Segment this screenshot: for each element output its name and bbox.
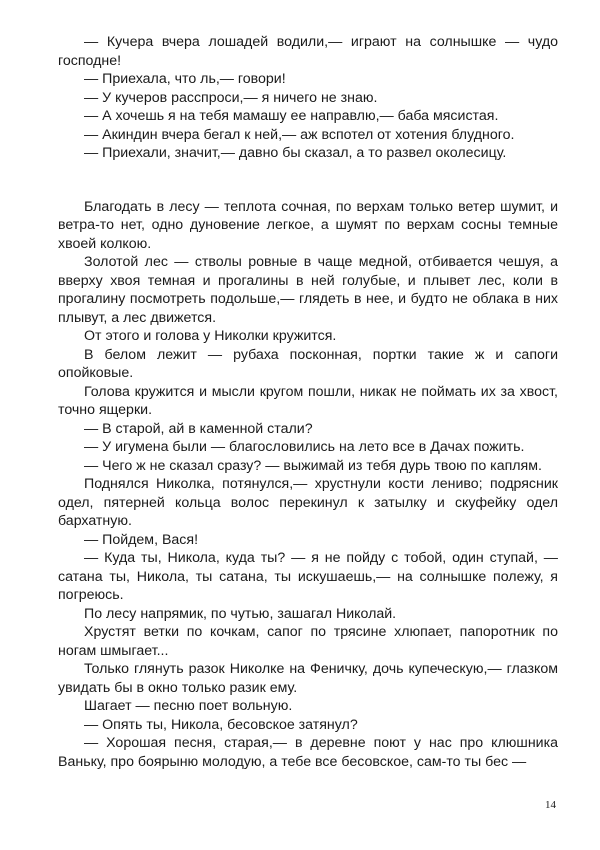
paragraph: Голова кружится и мысли кругом пошли, никак не поймать их за хвост, точно ящерки. [58, 383, 558, 418]
paragraph: Поднялся Николка, потянулся,— хрустнули кости лениво; подрясник одел, пятерней кольца волос перекинул к затылку и скуфейку одел бархатную. [58, 476, 558, 529]
paragraph: — Приехали, значит,— давно бы сказал, а то развел околесицу. [84, 145, 507, 161]
paragraph: Благодать в лесу — теплота сочная, по верхам только ветер шумит, и ветра-то нет, одно дуновение легкое, а шумят по верхам сосны темные хвоей колкою. [58, 198, 558, 252]
paragraph: — Пойдем, Вася! [84, 531, 199, 548]
paragraph: — У кучеров расспроси,— я ничего не знаю. [84, 89, 378, 106]
paragraph: — Хорошая песня, старая,— в деревне поют у нас про клюшника Ваньку, про боярыню молодую, а тебе все бесовское, сам-то ты бес — [58, 735, 558, 770]
paragraph: В белом лежит — рубаха посконная, портки такие ж и сапоги опойковые. [58, 346, 558, 381]
paragraph: По лесу напрямик, по чутью, зашагал Николай. [84, 605, 397, 622]
paragraph: — Куда ты, Никола, куда ты? — я не пойду с тобой, один ступай, — сатана ты, Никола, ты сатана, ты искушаешь,— на солнышке полежу, я погреюсь. [58, 550, 558, 603]
paragraph: — Опять ты, Никола, бесовское затянул? [84, 716, 358, 733]
paragraph: Золотой лес — стволы ровные в чаще медной, отбивается чешуя, а вверху хвоя темная и прогалины в ней голубые, и плывет лес, коли в прогалину посмотреть подольше,— глядеть в нее, и будто не облака в них плывут, а лес движется. [58, 254, 558, 326]
page-text [58, 33, 558, 771]
paragraph: — Акиндин вчера бегал к ней,— аж вспотел от хотения блудного. [84, 126, 515, 143]
paragraph: — У игумена были — благословились на лето все в Дачах пожить. [84, 439, 525, 455]
page-number: 14 [545, 799, 556, 811]
paragraph: Только глянуть разок Николке на Феничку, дочь купеческую,— глазком увидать бы в окно только разик ему. [58, 661, 558, 696]
paragraph: Хрустят ветки по кочкам, сапог по трясине хлюпает, папоротник по ногам шмыгает... [58, 624, 558, 659]
paragraph: — Кучера вчера лошадей водили,— играют на солнышке — чудо господне! [58, 34, 558, 69]
paragraph: — Приехала, что ль,— говори! [84, 71, 286, 87]
paragraph: — В старой, ай в каменной стали? [84, 420, 313, 437]
paragraph: — Чего ж не сказал сразу? — выжимай из тебя дурь твою по каплям. [84, 457, 542, 474]
paragraph: От этого и голова у Николки кружится. [84, 328, 337, 344]
paragraph: Шагает — песню поет вольную. [84, 698, 293, 714]
paragraph: — А хочешь я на тебя мамашу ее направлю,— баба мясистая. [84, 108, 499, 124]
section-break [58, 163, 558, 198]
